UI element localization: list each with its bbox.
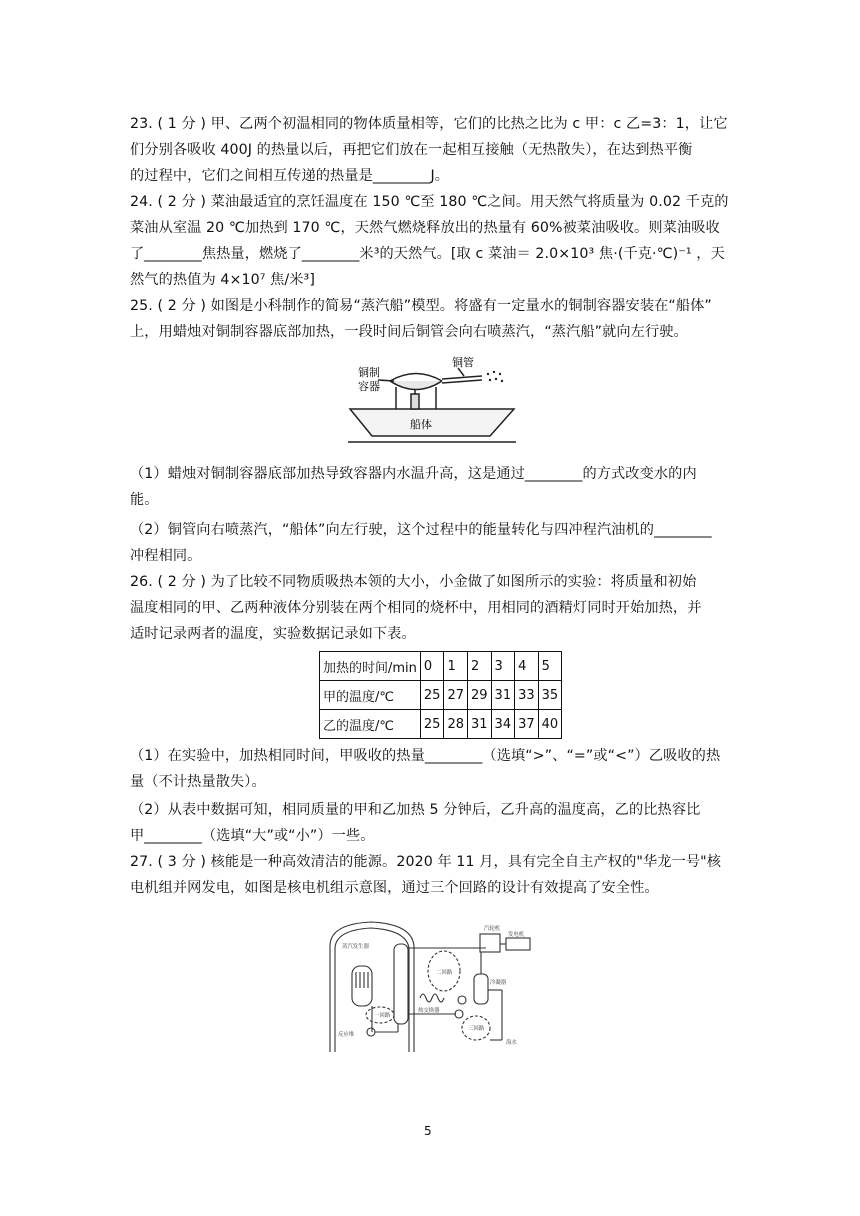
q26-line-3: 适时记录两者的温度，实验数据记录如下表。 <box>130 626 416 642</box>
table-cell: 35 <box>538 681 562 710</box>
q24-line-4: 然气的热值为 4×10⁷ 焦/米³] <box>130 272 315 288</box>
table-cell: 3 <box>491 652 515 681</box>
turbine-label: 汽轮机 <box>484 926 501 932</box>
table-cell: 4 <box>515 652 539 681</box>
table-cell: 34 <box>491 710 515 739</box>
q25-sub1-line-1: （1）蜡烛对铜制容器底部加热导致容器内水温升高，这是通过________的方式改变水的内 <box>130 466 697 482</box>
table-cell: 25 <box>420 710 444 739</box>
heat-exchanger-label: 热交换器 <box>418 1008 440 1014</box>
q25-line-2: 上，用蜡烛对铜制容器底部加热，一段时间后铜管会向右喷蒸汽，“蒸汽船”就向左行驶。 <box>130 324 688 340</box>
temperature-table <box>319 651 562 739</box>
table-cell: 0 <box>420 652 444 681</box>
q25-line-1: 25. ( 2 分 ) 如图是小科制作的简易“蒸汽船”模型。将盛有一定量水的铜制容器安装在“船体” <box>130 298 712 314</box>
q27-line-1: 27. ( 3 分 ) 核能是一种高效清洁的能源。2020 年 11 月，具有完全自主产权的"华龙一号"核 <box>130 854 722 870</box>
q27-line-2: 电机组并网发电，如图是核电机组示意图，通过三个回路的设计有效提高了安全性。 <box>130 880 659 896</box>
q24-line-3: 了________焦热量，燃烧了________米³的天然气。[取 c 菜油＝ 2.0×10³ 焦·(千克·℃)⁻¹ ，天 <box>130 246 725 262</box>
q26-sub2-line-2: 甲________（选填“大”或“小”）一些。 <box>130 828 375 844</box>
table-row-header: 乙的温度/℃ <box>320 710 421 739</box>
table-row <box>320 652 562 681</box>
pipe-label: 铜管 <box>452 356 474 369</box>
q25-sub1-line-2: 能。 <box>130 492 159 508</box>
loop2-label: 二回路 <box>436 970 453 976</box>
seawater-label: 海水 <box>506 1040 517 1046</box>
table-cell: 31 <box>468 710 492 739</box>
table-cell: 29 <box>468 681 492 710</box>
page-number: 5 <box>424 1124 432 1138</box>
table-cell: 33 <box>515 681 539 710</box>
table-cell: 1 <box>444 652 468 681</box>
q25-sub2-line-1: （2）铜管向右喷蒸汽，“船体”向左行驶，这个过程中的能量转化与四冲程汽油机的________ <box>130 522 712 538</box>
container-label-1: 铜制 <box>358 366 380 379</box>
steam-generator-label: 蒸汽发生器 <box>342 944 369 950</box>
hull-label: 船体 <box>410 418 432 431</box>
table-cell: 27 <box>444 681 468 710</box>
table-row-header: 甲的温度/℃ <box>320 681 421 710</box>
table-cell: 2 <box>468 652 492 681</box>
q23-line-2: 们分别各吸收 400J 的热量以后，再把它们放在一起相互接触（无热散失），在达到热平衡 <box>130 142 693 158</box>
q26-sub1-line-2: 量（不计热量散失）。 <box>130 774 266 790</box>
generator-label: 发电机 <box>508 932 525 938</box>
q26-line-1: 26. ( 2 分 ) 为了比较不同物质吸热本领的大小，小金做了如图所示的实验：将质量和初始 <box>130 574 697 590</box>
q25-sub2-line-2: 冲程相同。 <box>130 548 202 564</box>
q24-line-2: 菜油从室温 20 ℃加热到 170 ℃，天然气燃烧释放出的热量有 60%被菜油吸收。则菜油吸收 <box>130 220 720 236</box>
loop1-label: 一回路 <box>374 1013 391 1019</box>
table-cell: 28 <box>444 710 468 739</box>
table-cell: 5 <box>538 652 562 681</box>
q23-line-1: 23. ( 1 分 ) 甲、乙两个初温相同的物体质量相等，它们的比热之比为 c 甲：c 乙=3：1，让它 <box>130 116 728 132</box>
table-cell: 37 <box>515 710 539 739</box>
q26-sub2-line-1: （2）从表中数据可知，相同质量的甲和乙加热 5 分钟后，乙升高的温度高，乙的比热容比 <box>130 802 701 818</box>
table-cell: 25 <box>420 681 444 710</box>
table-row-header: 加热的时间/min <box>320 652 421 681</box>
q24-line-1: 24. ( 2 分 ) 菜油最适宜的烹饪温度在 150 ℃至 180 ℃之间。用天然气将质量为 0.02 千克的 <box>130 194 729 210</box>
table-row <box>320 710 562 739</box>
condenser-label: 冷凝器 <box>490 980 507 986</box>
q26-sub1-line-1: （1）在实验中，加热相同时间，甲吸收的热量________（选填“>”、“=”或“<”）乙吸收的热 <box>130 748 721 764</box>
nuclear-plant-diagram <box>326 914 536 1056</box>
loop3-label: 三回路 <box>468 1026 485 1032</box>
table-cell: 40 <box>538 710 562 739</box>
q26-line-2: 温度相同的甲、乙两种液体分别装在两个相同的烧杯中，用相同的酒精灯同时开始加热，并 <box>130 600 702 616</box>
table-cell: 31 <box>491 681 515 710</box>
reactor-label: 反应堆 <box>338 1032 355 1038</box>
container-label-2: 容器 <box>358 380 380 393</box>
steam-boat-figure <box>344 354 520 454</box>
q23-line-3: 的过程中，它们之间相互传递的热量是________J。 <box>130 168 450 184</box>
table-row <box>320 681 562 710</box>
